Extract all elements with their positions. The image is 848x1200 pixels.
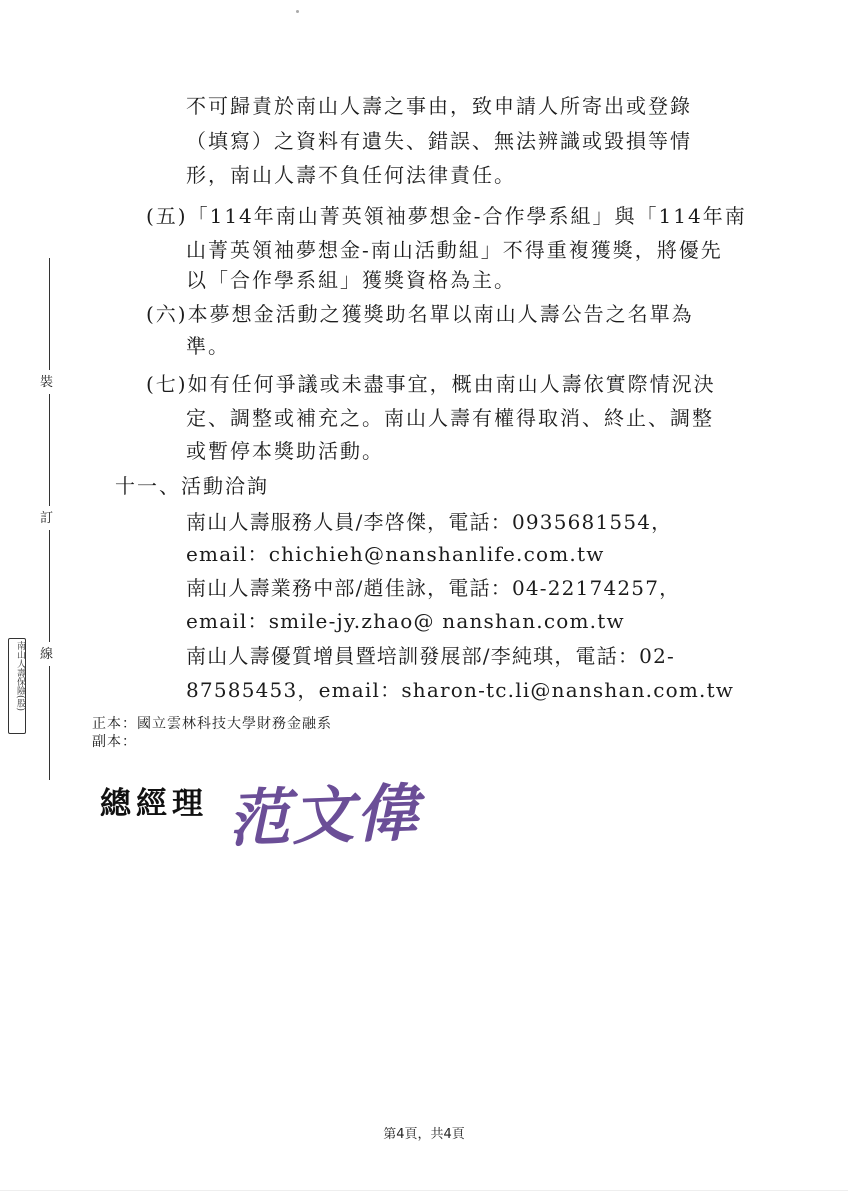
item-5-line (146, 202, 747, 230)
binding-mark-zhuang: 裝 (40, 375, 54, 390)
binding-line (49, 258, 50, 370)
item-7-line (146, 370, 716, 398)
contact-line: 南山人壽業務中部/趙佳詠，電話：04-22174257， (186, 576, 681, 600)
page-number: 第4頁，共4頁 (383, 1127, 465, 1142)
signature-seal: 范文偉 (226, 775, 422, 856)
cc-original: 正本：國立雲林科技大學財務金融系 (92, 716, 332, 732)
contact-line: 南山人壽優質增員暨培訓發展部/李純琪，電話：02- (186, 644, 675, 668)
scan-rule (0, 1190, 848, 1191)
contact-line: 南山人壽服務人員/李啓傑，電話：0935681554， (186, 510, 673, 534)
item-6-text: 本夢想金活動之獲獎助名單以南山人壽公告之名單為 (187, 302, 694, 326)
item-6-line (146, 300, 694, 328)
item-5-line: 以「合作學系組」獲獎資格為主。 (186, 268, 516, 292)
contact-email: 87585453，email：sharon-tc.li@nanshan.com.tw (186, 678, 735, 702)
item-6-line: 準。 (186, 334, 230, 358)
body-line: 形，南山人壽不負任何法律責任。 (186, 163, 516, 187)
contact-email: email：chichieh@nanshanlife.com.tw (186, 542, 605, 566)
binding-mark-xian: 線 (40, 647, 54, 662)
cc-copy: 副本： (92, 734, 137, 750)
item-7-text: 如有任何爭議或未盡事宜，概由南山人壽依實際情況決 (187, 372, 716, 396)
company-side-stamp: 南山人壽保險(股) (8, 638, 26, 734)
item-7-line: 或暫停本獎助活動。 (186, 439, 384, 463)
body-line: 不可歸責於南山人壽之事由，致申請人所寄出或登錄 (186, 94, 692, 118)
section-heading: 十一、活動洽詢 (115, 474, 269, 498)
item-5-text: 「114年南山菁英領袖夢想金-合作學系組」與「114年南 (187, 204, 747, 228)
binding-line (49, 530, 50, 642)
item-5-line: 山菁英領袖夢想金-南山活動組」不得重複獲獎，將優先 (186, 238, 723, 262)
scan-dot (296, 10, 299, 13)
body-line: （填寫）之資料有遺失、錯誤、無法辨識或毀損等情 (186, 129, 692, 153)
contact-email: email：smile-jy.zhao@ nanshan.com.tw (186, 609, 625, 633)
binding-mark-ding: 訂 (40, 511, 54, 526)
item-6-label: (六) (146, 302, 188, 326)
binding-line (49, 394, 50, 506)
item-7-line: 定、調整或補充之。南山人壽有權得取消、終止、調整 (186, 406, 714, 430)
general-manager-title: 總經理 (100, 786, 208, 822)
item-5-label: (五) (146, 204, 188, 228)
binding-line (49, 666, 50, 780)
item-7-label: (七) (146, 372, 188, 396)
